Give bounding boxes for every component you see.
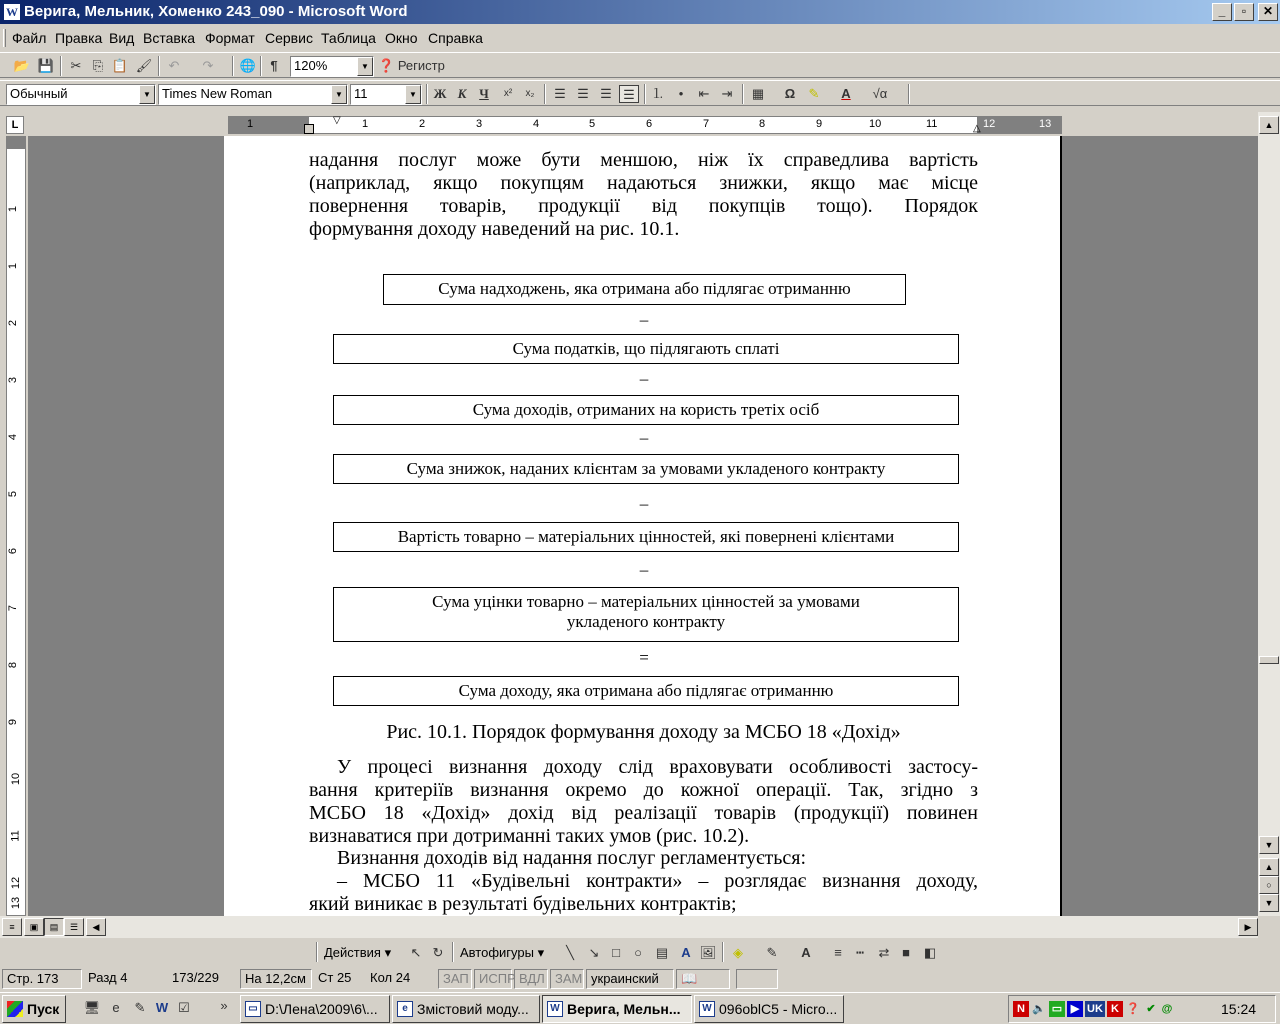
menu-edit[interactable]: Правка [55, 30, 103, 46]
maximize-button[interactable]: ▫ [1234, 3, 1254, 21]
network-icon[interactable]: ▭ [1049, 1001, 1065, 1017]
ruler-number: 5 [7, 490, 20, 498]
ruler-number: 8 [759, 118, 766, 130]
diagram-box: Сума податків, що підлягають сплаті [333, 334, 959, 364]
chevron-down-icon[interactable]: ▼ [331, 85, 347, 104]
status-column: Кол 24 [370, 970, 411, 985]
close-button[interactable]: ✕ [1258, 3, 1278, 21]
standard-toolbar [0, 52, 1280, 78]
scroll-thumb[interactable] [1259, 656, 1279, 664]
ruler-number: 12 [10, 876, 23, 890]
bullets-icon[interactable]: • [678, 86, 684, 101]
ruler-number: 8 [7, 661, 20, 669]
separator [158, 56, 160, 76]
ruler-number: 1 [7, 205, 20, 213]
arrow-style-icon[interactable]: ⇄ [878, 945, 890, 960]
ruler-number: 9 [816, 118, 823, 130]
cut-icon[interactable]: ✂ [70, 58, 82, 73]
task-word[interactable] [694, 995, 844, 1023]
clipart-icon[interactable]: 🖼 [699, 945, 717, 960]
diagram-operator: – [639, 310, 649, 329]
diagram-box [333, 587, 959, 642]
status-page: Стр. 173 [2, 969, 82, 989]
menu-window[interactable]: Окно [385, 30, 418, 46]
diagram-box: Сума надходжень, яка отримана або підлягає отриманню [383, 274, 906, 305]
status-ext[interactable]: ВДЛ [514, 969, 548, 989]
zoom-select[interactable] [290, 56, 374, 77]
diagram-operator: – [639, 560, 649, 579]
align-right-icon[interactable]: ☰ [600, 86, 612, 101]
menu-format[interactable]: Формат [205, 30, 255, 46]
ruler-left-margin [229, 117, 309, 133]
select-objects-icon[interactable]: ↖ [410, 945, 422, 960]
separator [426, 84, 428, 104]
register-label: Регистр [397, 58, 445, 73]
web-toolbar-icon[interactable]: 🌐 [239, 58, 257, 73]
tray-icon[interactable]: ❓ [1126, 1003, 1140, 1015]
ruler-number: 13 [1039, 118, 1052, 130]
textbox-icon[interactable]: ▤ [655, 945, 669, 960]
status-ovr[interactable]: ЗАМ [550, 969, 584, 989]
help-icon: ❓ [378, 58, 395, 73]
status-at: На 12,2см [240, 969, 312, 989]
ruler-number: 7 [703, 118, 710, 130]
show-desktop-icon[interactable]: 🖥 [83, 1000, 101, 1015]
scroll-right-icon[interactable]: ▶ [1238, 918, 1258, 936]
scroll-down-icon[interactable]: ▼ [1259, 836, 1279, 854]
tray-icon[interactable]: ✔ [1146, 1003, 1156, 1015]
diagram-box: Вартість товарно – матеріальних цінностей, які повернені клієнтами [333, 522, 959, 552]
paragraph-line: визнаватися при дотриманні таких умов (рис. 10.2). [309, 825, 750, 847]
start-label: Пуск [27, 1001, 60, 1017]
paragraph-line: У процесі визнання доходу слід враховувати особливості застосу- [337, 756, 978, 778]
ruler-number: 2 [7, 319, 20, 327]
chevron-down-icon[interactable]: ▼ [357, 57, 373, 76]
task-word-active[interactable] [542, 995, 692, 1023]
ruler-number: 2 [419, 118, 426, 130]
task-explorer[interactable] [240, 995, 390, 1023]
status-trk[interactable]: ИСПР [474, 969, 512, 989]
copy-icon[interactable]: ⎘ [92, 58, 104, 73]
redo-icon[interactable]: ↷ [202, 58, 214, 73]
paragraph-line: який виникає в результаті будівельних контрактів; [309, 893, 737, 915]
status-language[interactable]: украинский [586, 969, 674, 989]
ruler-number: 10 [10, 772, 23, 786]
kaspersky-icon[interactable]: K [1107, 1001, 1123, 1017]
paragraph-line: повернення товарів, продукції від покупців тощо). Порядок [309, 195, 978, 217]
register-button[interactable] [378, 57, 468, 75]
task-label: 096oblC5 - Micro... [719, 1001, 838, 1017]
diagram-box-line: Сума уцінки товарно – матеріальних цінностей за умовами [432, 592, 860, 611]
menu-grip[interactable] [3, 29, 6, 47]
separator [316, 942, 318, 962]
increase-indent-icon[interactable]: ⇥ [721, 86, 733, 101]
vertical-ruler[interactable] [6, 136, 26, 916]
word-icon: W [547, 1001, 563, 1017]
ruler-number: 4 [533, 118, 540, 130]
menu-tools[interactable]: Сервис [265, 30, 313, 46]
right-indent-marker[interactable]: △ [973, 123, 981, 134]
equation-icon[interactable]: √α [872, 86, 888, 101]
separator [722, 942, 724, 962]
ruler-number: 10 [869, 118, 882, 130]
normal-view-icon[interactable]: ≡ [2, 918, 22, 936]
paragraph-line: Визнання доходів від надання послуг регламентується: [337, 847, 807, 869]
highlight-icon[interactable]: ✎ [808, 86, 820, 101]
autoshapes-menu[interactable]: Автофигуры ▾ [460, 945, 545, 960]
quicklaunch-icon[interactable]: ☑ [178, 1000, 190, 1015]
diagram-operator: – [639, 428, 649, 447]
formatting-toolbar [0, 80, 1280, 106]
justify-icon[interactable]: ☰ [619, 85, 639, 103]
shadow-icon[interactable]: ■ [902, 945, 910, 960]
diagram-operator: – [639, 369, 649, 388]
subscript-icon[interactable]: x₂ [525, 88, 535, 99]
ie-icon: e [397, 1001, 413, 1017]
ruler-number: 6 [646, 118, 653, 130]
font-color-icon[interactable]: A [801, 945, 811, 960]
line-style-icon[interactable]: ≡ [834, 945, 842, 960]
font-size-select[interactable] [350, 84, 422, 105]
start-button[interactable] [2, 995, 66, 1023]
task-browser[interactable] [392, 995, 540, 1023]
autoshapes-label: Автофигуры [460, 945, 534, 960]
menu-view[interactable]: Вид [109, 30, 135, 46]
zoom-value: 120% [294, 58, 328, 73]
superscript-icon[interactable]: x² [503, 88, 513, 99]
quicklaunch-more-icon[interactable]: » [220, 998, 228, 1013]
status-empty [736, 969, 778, 989]
draw-actions-label: Действия [324, 945, 381, 960]
document-area[interactable] [28, 136, 1258, 916]
align-left-icon[interactable]: ☰ [554, 86, 566, 101]
ruler-number: 12 [983, 118, 996, 130]
taskbar [0, 992, 1280, 1024]
clock[interactable]: 15:24 [1221, 1001, 1257, 1017]
ruler-number: 7 [7, 604, 20, 612]
vertical-scrollbar[interactable] [1258, 112, 1280, 916]
paragraph-line: – МСБО 11 «Будівельні контракти» – розглядає визнання доходу, [337, 870, 978, 892]
status-line: Ст 25 [318, 970, 352, 985]
separator [908, 84, 910, 104]
separator [260, 56, 262, 76]
menu-bar [0, 26, 1280, 50]
select-browse-object-icon[interactable]: ○ [1259, 876, 1279, 894]
media-icon[interactable]: ▶ [1067, 1001, 1083, 1017]
menu-file[interactable]: Файл [12, 30, 47, 46]
windows-logo-icon [7, 1001, 23, 1017]
ruler-track [228, 116, 1062, 134]
page[interactable] [224, 136, 1062, 916]
style-value: Обычный [10, 86, 68, 101]
paragraph-line: формування доходу наведений на рис. 10.1. [309, 218, 680, 240]
diagram-operator: = [639, 648, 649, 667]
web-layout-icon[interactable]: ▣ [24, 918, 44, 936]
quicklaunch-icon[interactable]: ✎ [134, 1000, 146, 1015]
rectangle-icon[interactable]: □ [612, 945, 620, 960]
outline-view-icon[interactable]: ☰ [64, 918, 84, 936]
paragraph-line: надання послуг може бути меншою, ніж їх справедлива вартість [309, 149, 978, 171]
separator [232, 56, 234, 76]
underline-button[interactable]: Ч [479, 86, 489, 101]
decrease-indent-icon[interactable]: ⇤ [698, 86, 710, 101]
minimize-button[interactable]: _ [1212, 3, 1232, 21]
next-page-icon[interactable]: ▼ [1259, 894, 1279, 912]
previous-page-icon[interactable]: ▲ [1259, 858, 1279, 876]
arrow-icon[interactable]: ↘ [588, 945, 600, 960]
ruler-number: 11 [926, 118, 938, 130]
align-center-icon[interactable]: ☰ [577, 86, 589, 101]
save-icon[interactable]: 💾 [37, 58, 55, 73]
symbol-icon[interactable]: Ω [784, 86, 796, 101]
open-icon[interactable]: 📂 [13, 58, 31, 73]
diagram-box: Сума знижок, наданих клієнтам за умовами укладеного контракту [333, 454, 959, 484]
separator [452, 942, 454, 962]
ruler-number: 6 [7, 547, 20, 555]
status-section: Разд 4 [88, 970, 128, 985]
word-quicklaunch-icon[interactable]: W [155, 1000, 169, 1015]
scroll-left-icon[interactable]: ◀ [86, 918, 106, 936]
chevron-down-icon[interactable]: ▼ [139, 85, 155, 104]
menu-table[interactable]: Таблица [321, 30, 376, 46]
word-icon: W [699, 1001, 715, 1017]
word-app-icon[interactable]: W [6, 5, 18, 19]
ruler-number: 3 [476, 118, 483, 130]
style-select[interactable] [6, 84, 156, 105]
drawing-toolbar [0, 938, 1280, 966]
vruler-top-margin [7, 137, 25, 149]
norton-icon[interactable]: N [1013, 1001, 1029, 1017]
numbering-icon[interactable]: ⒈ [651, 86, 665, 101]
paragraph-line: (наприклад, якщо покупцям надаються знижки, якщо має місце [309, 172, 978, 194]
separator [60, 56, 62, 76]
paragraph-line: вання критеріїв визнання окремо до кожної операції. Так, згідно з [309, 779, 978, 801]
separator [544, 84, 546, 104]
paragraph-line: МСБО 18 «Дохід» дохід від реалізації товарів (продукції) повинен [309, 802, 978, 824]
status-rec[interactable]: ЗАП [438, 969, 472, 989]
font-color-icon[interactable]: A [841, 86, 851, 101]
task-label: Верига, Мельн... [567, 1001, 681, 1017]
oval-icon[interactable]: ○ [634, 945, 642, 960]
line-icon[interactable]: ╲ [566, 945, 574, 960]
draw-actions-menu[interactable]: Действия ▾ [324, 945, 392, 960]
ruler-number: 9 [7, 718, 20, 726]
horizontal-ruler[interactable] [0, 112, 1280, 136]
menu-insert[interactable]: Вставка [143, 30, 196, 46]
diagram-box: Сума доходу, яка отримана або підлягає отриманню [333, 676, 959, 706]
title-bar [0, 0, 1280, 24]
line-color-icon[interactable]: ✎ [766, 945, 778, 960]
system-tray [1008, 995, 1276, 1023]
ruler-number: 1 [7, 262, 20, 270]
chevron-down-icon[interactable]: ▼ [405, 85, 421, 104]
ruler-number: 4 [7, 433, 20, 441]
font-select[interactable] [158, 84, 348, 105]
paste-icon[interactable]: 📋 [111, 58, 129, 73]
bold-button[interactable]: Ж [433, 86, 447, 101]
free-rotate-icon[interactable]: ↻ [432, 945, 444, 960]
ruler-number: 1 [362, 118, 369, 130]
window-title: Верига, Мельник, Хоменко 243_090 - Microsoft Word [24, 3, 408, 20]
tray-icon[interactable]: @ [1161, 1003, 1173, 1015]
keyboard-language[interactable]: UK [1085, 1001, 1105, 1017]
ie-icon[interactable]: e [112, 1000, 120, 1015]
diagram-operator: – [639, 494, 649, 513]
figure-caption: Рис. 10.1. Порядок формування доходу за МСБО 18 «Дохід» [386, 721, 901, 743]
print-layout-icon[interactable]: ▤ [44, 918, 64, 936]
first-line-indent-marker[interactable]: ▽ [333, 115, 341, 126]
font-size-value: 11 [354, 86, 368, 101]
diagram-box: Сума доходів, отриманих на користь третіх осіб [333, 395, 959, 425]
3d-icon[interactable]: ◧ [923, 945, 937, 960]
italic-button[interactable]: К [457, 86, 467, 101]
horizontal-scrollbar[interactable] [0, 916, 1258, 938]
borders-icon[interactable]: ▦ [751, 86, 765, 101]
ruler-number: 11 [9, 830, 22, 842]
folder-icon: ▭ [245, 1001, 261, 1017]
scroll-up-icon[interactable]: ▲ [1259, 116, 1279, 134]
wordart-icon[interactable]: A [681, 945, 691, 960]
font-value: Times New Roman [162, 86, 273, 101]
status-pages: 173/229 [172, 970, 219, 985]
show-hide-icon[interactable]: ¶ [270, 58, 278, 73]
ruler-number: 1 [247, 118, 254, 130]
undo-icon[interactable]: ↶ [168, 58, 180, 73]
ruler-number: 3 [7, 376, 20, 384]
left-indent-marker[interactable] [304, 124, 314, 134]
dash-style-icon[interactable]: ┅ [856, 945, 864, 960]
ruler-number: 13 [10, 896, 23, 910]
tab-selector[interactable]: L [6, 116, 24, 134]
menu-help[interactable]: Справка [428, 30, 483, 46]
separator [644, 84, 646, 104]
volume-icon[interactable]: 🔈 [1032, 1003, 1046, 1015]
spelling-status-icon[interactable]: 📖 [676, 969, 730, 989]
format-painter-icon[interactable]: 🖌 [135, 58, 153, 73]
diagram-box-line: укладеного контракту [566, 612, 726, 631]
ruler-number: 5 [589, 118, 596, 130]
task-label: D:\Лена\2009\6\... [265, 1001, 378, 1017]
status-bar [0, 966, 1280, 992]
fill-color-icon[interactable]: ◈ [733, 945, 743, 960]
separator [742, 84, 744, 104]
task-label: Змістовий моду... [417, 1001, 529, 1017]
